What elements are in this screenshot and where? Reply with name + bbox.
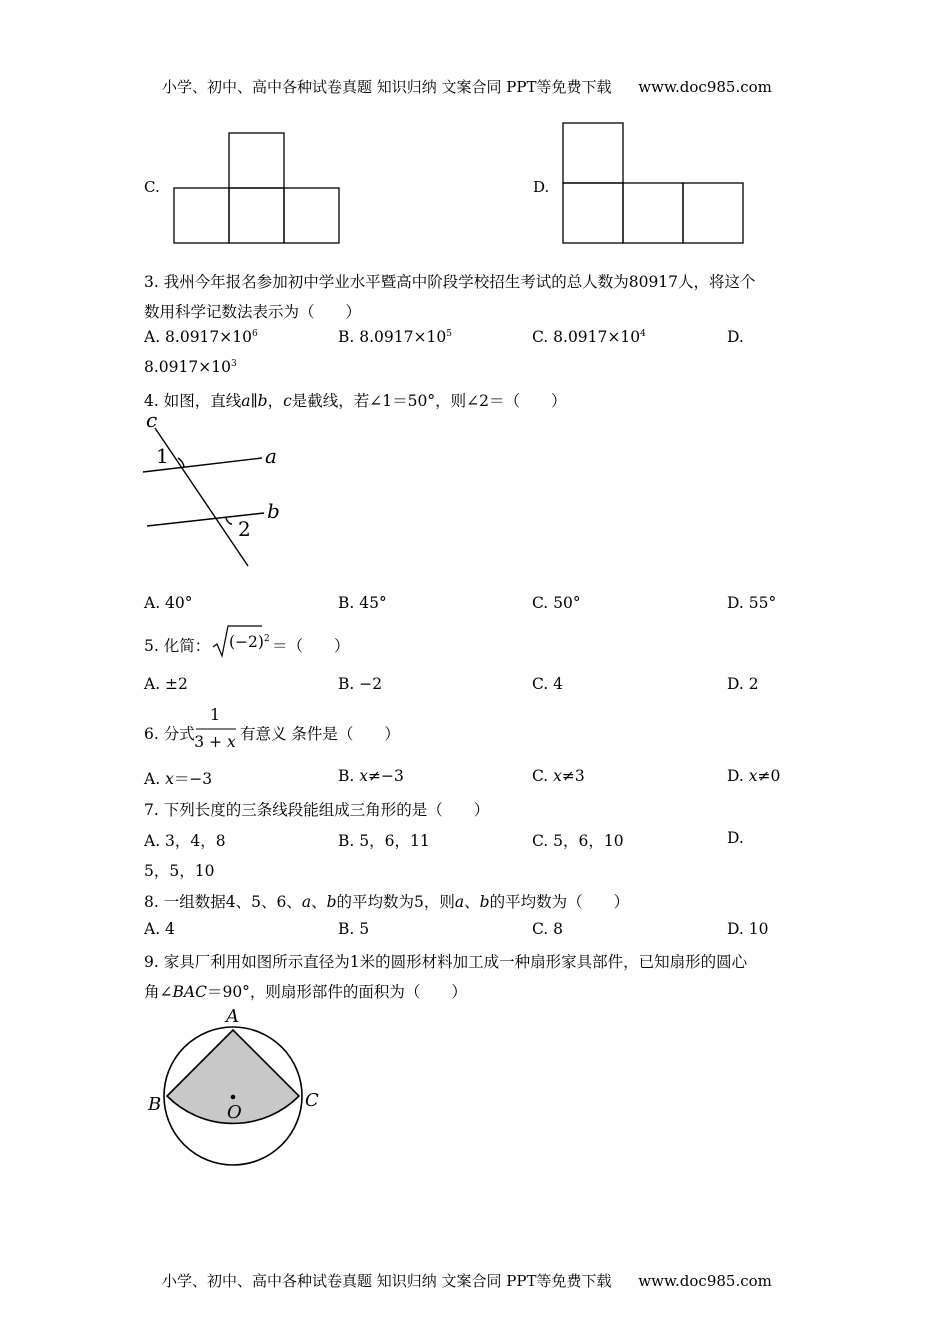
q7-option-b: B. 5，6，11: [338, 832, 430, 850]
q3-option-d-label: D.: [727, 328, 744, 346]
q4-option-b: B. 45°: [338, 594, 387, 612]
q2-option-c-label: C.: [144, 178, 160, 196]
q4-figure-label-c: c: [146, 408, 158, 432]
q3-option-a: A. $8.0917\times 10^6$: [144, 328, 258, 346]
q5-option-c: C. 4: [532, 675, 564, 693]
q4-figure-label-a: a: [265, 444, 277, 468]
q9-stem-line1: 9. 家具厂利用如图所示直径为1米的圆形材料加工成一种扇形家具部件，已知扇形的圆心: [144, 953, 748, 971]
q2-option-d-label: D.: [533, 178, 550, 196]
q5-option-a: A. ±2: [144, 675, 188, 693]
q4-figure-label-1: 1: [156, 444, 169, 468]
footer-url: www.doc985.com: [638, 1272, 772, 1290]
q7-option-d: 5，5，10: [144, 862, 215, 880]
q9-figure-label-o: O: [227, 1102, 242, 1123]
q6-fraction-denominator: 3 + x: [194, 733, 236, 751]
q6-stem-pre: 6. 分式: [144, 725, 195, 743]
q5-stem-pre: 5. 化简：: [144, 637, 211, 655]
q4-option-a: A. 40°: [144, 594, 193, 612]
q5-stem-post: ＝（ ）: [272, 637, 350, 655]
q8-option-d: D. 10: [727, 920, 769, 938]
q4-figure-label-2: 2: [238, 517, 251, 541]
q7-option-c: C. 5，6，10: [532, 832, 624, 850]
q3-option-d: $8.0917\times 10^3$: [144, 358, 237, 376]
q3-stem-line2: 数用科学记数法表示为（ ）: [144, 303, 362, 321]
q8-stem: 8. 一组数据4、5、6、a、b的平均数为5，则a、b的平均数为（ ）: [144, 893, 630, 911]
header-url: www.doc985.com: [638, 78, 772, 96]
center-point-o: [231, 1095, 236, 1100]
page-footer: [162, 1270, 772, 1291]
q9-stem-line2: 角∠BAC＝90°，则扇形部件的面积为（ ）: [144, 983, 467, 1001]
q7-option-a: A. 3，4，8: [144, 832, 226, 850]
q3-option-b: B. $8.0917\times 10^5$: [338, 328, 452, 346]
q9-figure-label-c: C: [305, 1090, 319, 1111]
q9-figure-label-b: B: [148, 1094, 162, 1115]
q5-option-b: B. −2: [338, 675, 383, 693]
footer-text: 小学、初中、高中各种试卷真题 知识归纳 文案合同 PPT等免费下载: [162, 1272, 612, 1290]
q8-option-c: C. 8: [532, 920, 564, 938]
q5-option-d: D. 2: [727, 675, 759, 693]
q4-option-c: C. 50°: [532, 594, 581, 612]
q6-option-b: B. x≠−3: [338, 767, 404, 785]
q6-fraction-numerator: 1: [210, 706, 220, 724]
q7-option-d-label: D.: [727, 829, 744, 847]
header-text: 小学、初中、高中各种试卷真题 知识归纳 文案合同 PPT等免费下载: [162, 78, 612, 96]
q3-stem-line1: 3. 我州今年报名参加初中学业水平暨高中阶段学校招生考试的总人数为80917人，将这个: [144, 273, 756, 291]
q4-option-d: D. 55°: [727, 594, 777, 612]
q3-option-c: C. $8.0917\times 10^4$: [532, 328, 646, 346]
q8-option-a: A. 4: [144, 920, 175, 938]
q5-radicand: $(-2)^2$: [229, 633, 270, 651]
q6-option-c: C. x≠3: [532, 767, 585, 785]
q4-figure-label-b: b: [267, 499, 280, 523]
q7-stem: 7. 下列长度的三条线段能组成三角形的是（ ）: [144, 801, 490, 819]
q4-stem: 4. 如图，直线a∥b，c是截线，若∠1＝50°，则∠2＝（ ）: [144, 392, 567, 410]
q9-figure-label-a: A: [226, 1006, 239, 1027]
q8-option-b: B. 5: [338, 920, 370, 938]
q6-option-a: A. x＝−3: [144, 770, 213, 788]
q6-option-d: D. x≠0: [727, 767, 781, 785]
q6-stem-post: 有意义 条件是（ ）: [240, 725, 400, 743]
